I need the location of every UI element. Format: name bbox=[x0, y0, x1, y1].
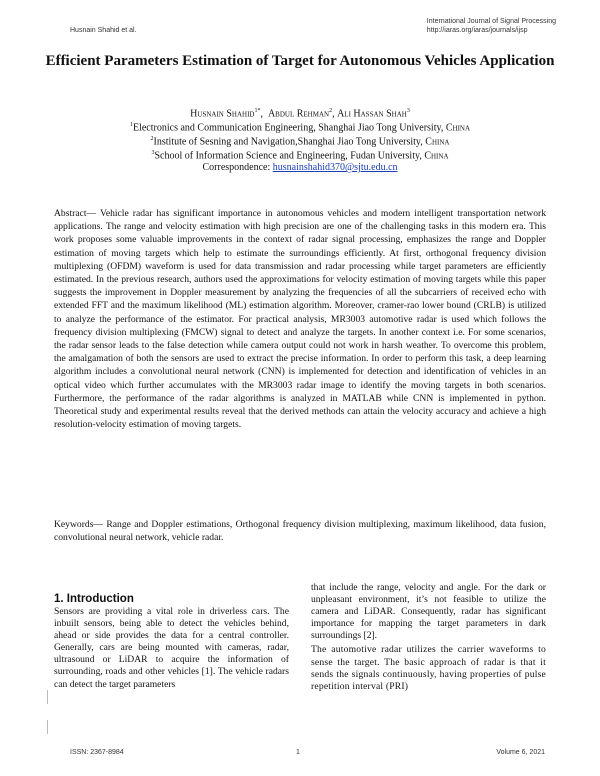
affiliation-3: $^3$School of Information Science and Engineering, Fudan University, China bbox=[151, 150, 449, 162]
margin-mark bbox=[47, 720, 48, 734]
author-affiliation-mark: 1* bbox=[254, 108, 261, 114]
correspondence-email-link[interactable]: husnainshahid370@sjtu.edu.cn bbox=[272, 162, 398, 173]
correspondence bbox=[40, 161, 560, 174]
keywords: Keywords— Range and Doppler estimations, Orthogonal frequency division multiplexing, maximum likelihood, data fusion, convolutional neural network, vehicle radar. bbox=[54, 519, 546, 544]
author-list: Husnain Shahid$^{1*}$, Abdul Rehman$^2$, Ali Hassan Shah$^3$ bbox=[190, 108, 410, 120]
affiliation-1: $^1$Electronics and Communication Engineering, Shanghai Jiao Tong University, China bbox=[129, 122, 471, 134]
footer-issn: ISSN: 2367-8984 bbox=[70, 749, 124, 756]
author-name: Abdul Rehman bbox=[267, 108, 330, 120]
affiliation-2: $^2$Institute of Sesning and Navigation,Shanghai Jiao Tong University, China bbox=[150, 136, 450, 148]
running-header-author: Husnain Shahid et al. bbox=[70, 27, 137, 34]
correspondence-label: Correspondence: bbox=[202, 162, 273, 173]
running-header-journal bbox=[427, 17, 556, 35]
abstract: Abstract— Vehicle radar has significant importance in autonomous vehicles and modern intelligent transportation network applications. The range and velocity estimation with high precision are one of the challenging tasks in this modern era. This work proposes some valuable improvements in the context of radar signal processing, emphasizes the range and Doppler estimation of moving targets which help to estimate the surroundings efficiently. At first, orthogonal frequency division multiplexing (OFDM) waveform is used for data transmission and radar processing while target parameters are efficiently estimated. In the previous research, authors used the approximations for velocity estimation of moving targets while this paper suggests the improvement in Doppler measurement by analyzing the frequencies of all the subcarriers of received echo with extended FFT and the maximum likelihood (ML) estimation algorithm. Moreover, cramer-rao lower bound (CRLB) is utilized to analyze the performance of the estimator. For practical analysis, MR3003 automotive radar is used which follows the frequency division multiplexing (FMCW) signal to detect and analyze the targets. In another context i.e. For some scenarios, the radar sensor leads to the false detection while camera output could not work in harsh weather. To overcome this problem, the amalgamation of both the sensors are used to extract the precise information. In order to perform this task, a deep learning algorithm includes a convolutional neural network (CNN) is implemented for detection and identification of vehicles in an optical video which further accumulates with the MR3003 radar image to identify the moving targets in both scenarios. Furthermore, the performance of the radar algorithms is analyzed in MATLAB while CNN is implemented in python. Theoretical study and experimental results reveal that the derived methods can attain the velocity accuracy and achieve a high resolution-velocity estimation of moving targets. bbox=[54, 208, 546, 431]
journal-url[interactable]: http://iaras.org/iaras/journals/ijsp bbox=[426, 27, 528, 34]
intro-paragraph-continued: that include the range, velocity and angle. For the dark or unpleasant environment, it’s not feasible to utilize the camera and LiDAR. Consequently, radar has significant importance for mapping the target parameters in dark surroundings [2]. bbox=[311, 582, 546, 642]
intro-paragraph: Sensors are providing a vital role in driverless cars. The inbuilt sensors, being able to detect the vehicles behind, ahead or side provides the data for a central controller. Generally, cars are being mounted with cameras, radar, ultrasound or LiDAR to acquire the information of surrounding, roads and other vehicles [1]. The vehicle radars can detect the target parameters bbox=[54, 606, 289, 690]
right-column bbox=[311, 582, 546, 693]
paper-title: Efficient Parameters Estimation of Target for Autonomous Vehicles Application bbox=[45, 53, 555, 69]
footer-page-number: 1 bbox=[296, 749, 300, 756]
author-name: Husnain Shahid bbox=[190, 108, 255, 120]
author-affiliation-mark: 3 bbox=[406, 108, 410, 114]
margin-mark bbox=[47, 690, 48, 704]
author-name: Ali Hassan Shah bbox=[337, 108, 407, 120]
intro-paragraph-2: The automotive radar utilizes the carrier waveforms to sense the target. The basic approach of radar is that it sends the signals continuously, having properties of pulse repetition interval (PRI) bbox=[311, 644, 546, 692]
footer-volume: Volume 6, 2021 bbox=[496, 749, 545, 756]
journal-name: International Journal of Signal Processing bbox=[426, 18, 556, 25]
author-affiliation-mark: 2 bbox=[329, 108, 333, 114]
left-column bbox=[54, 592, 289, 691]
section-heading: 1. Introduction bbox=[54, 593, 134, 605]
